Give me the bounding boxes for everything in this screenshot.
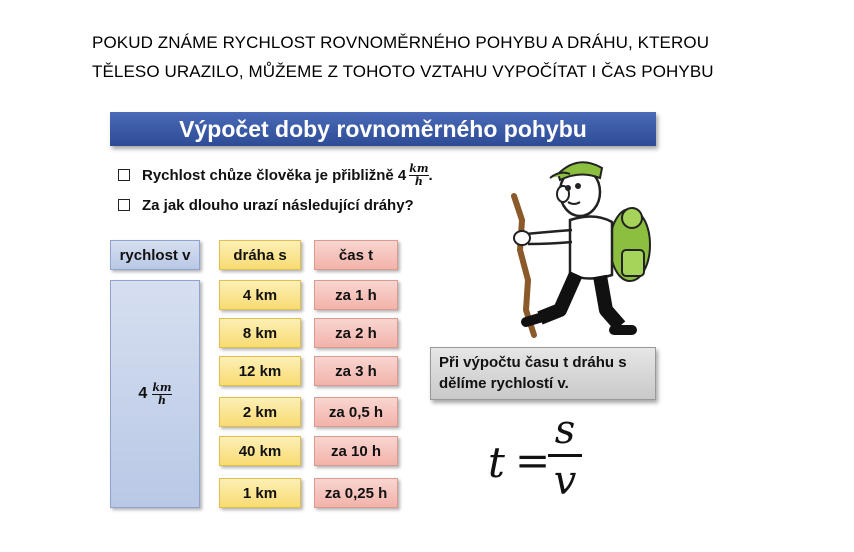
checkbox-bullet-icon	[118, 169, 130, 181]
slide-title: Výpočet doby rovnoměrného pohybu	[110, 112, 656, 146]
hint-box: Při výpočtu času t dráhu s dělíme rychlostí v.	[430, 347, 656, 400]
distance-cell: 12 km	[219, 356, 301, 386]
bullet-item-1	[118, 160, 433, 190]
bullet-item-2	[118, 190, 433, 220]
speed-unit-fraction	[409, 163, 428, 188]
distance-cell: 40 km	[219, 436, 301, 466]
time-cell: za 0,5 h	[314, 397, 398, 427]
time-cell: za 0,25 h	[314, 478, 398, 508]
heading	[92, 28, 714, 86]
header-distance: dráha s	[219, 240, 301, 270]
formula-denominator: v	[553, 458, 577, 504]
speed-value: 4	[138, 385, 148, 402]
time-cell: za 3 h	[314, 356, 398, 386]
time-cell: za 2 h	[314, 318, 398, 348]
time-cell: za 10 h	[314, 436, 398, 466]
distance-cell: 1 km	[219, 478, 301, 508]
distance-cell: 4 km	[219, 280, 301, 310]
fraction-denominator: h	[414, 174, 423, 188]
speed-value-unit	[152, 382, 171, 407]
header-time: čas t	[314, 240, 398, 270]
formula-fraction	[548, 408, 582, 503]
fraction-denominator: h	[157, 393, 166, 407]
speed-value-cell	[110, 280, 200, 508]
bullet-list	[118, 160, 433, 220]
formula-numerator: s	[554, 407, 576, 453]
hiker-illustration	[500, 150, 660, 340]
bullet-1-text: Rychlost chůze člověka je přibližně 4	[142, 166, 407, 184]
fraction-numerator: km	[409, 161, 429, 175]
formula-lhs: t	[488, 438, 505, 487]
distance-cell: 2 km	[219, 397, 301, 427]
heading-line-1: POKUD ZNÁME RYCHLOST ROVNOMĚRNÉHO POHYBU A DRÁHU, KTEROU	[92, 33, 710, 52]
bullet-1-end: .	[428, 166, 433, 184]
checkbox-bullet-icon	[118, 199, 130, 211]
bullet-2-text: Za jak dlouho urazí následující dráhy?	[142, 196, 414, 214]
distance-cell: 8 km	[219, 318, 301, 348]
formula-equals: =	[515, 436, 551, 485]
header-speed: rychlost v	[110, 240, 200, 270]
time-cell: za 1 h	[314, 280, 398, 310]
heading-line-2: TĚLESO URAZILO, MŮŽEME Z TOHOTO VZTAHU VYPOČÍTAT I ČAS POHYBU	[92, 62, 714, 81]
fraction-numerator: km	[152, 380, 172, 394]
